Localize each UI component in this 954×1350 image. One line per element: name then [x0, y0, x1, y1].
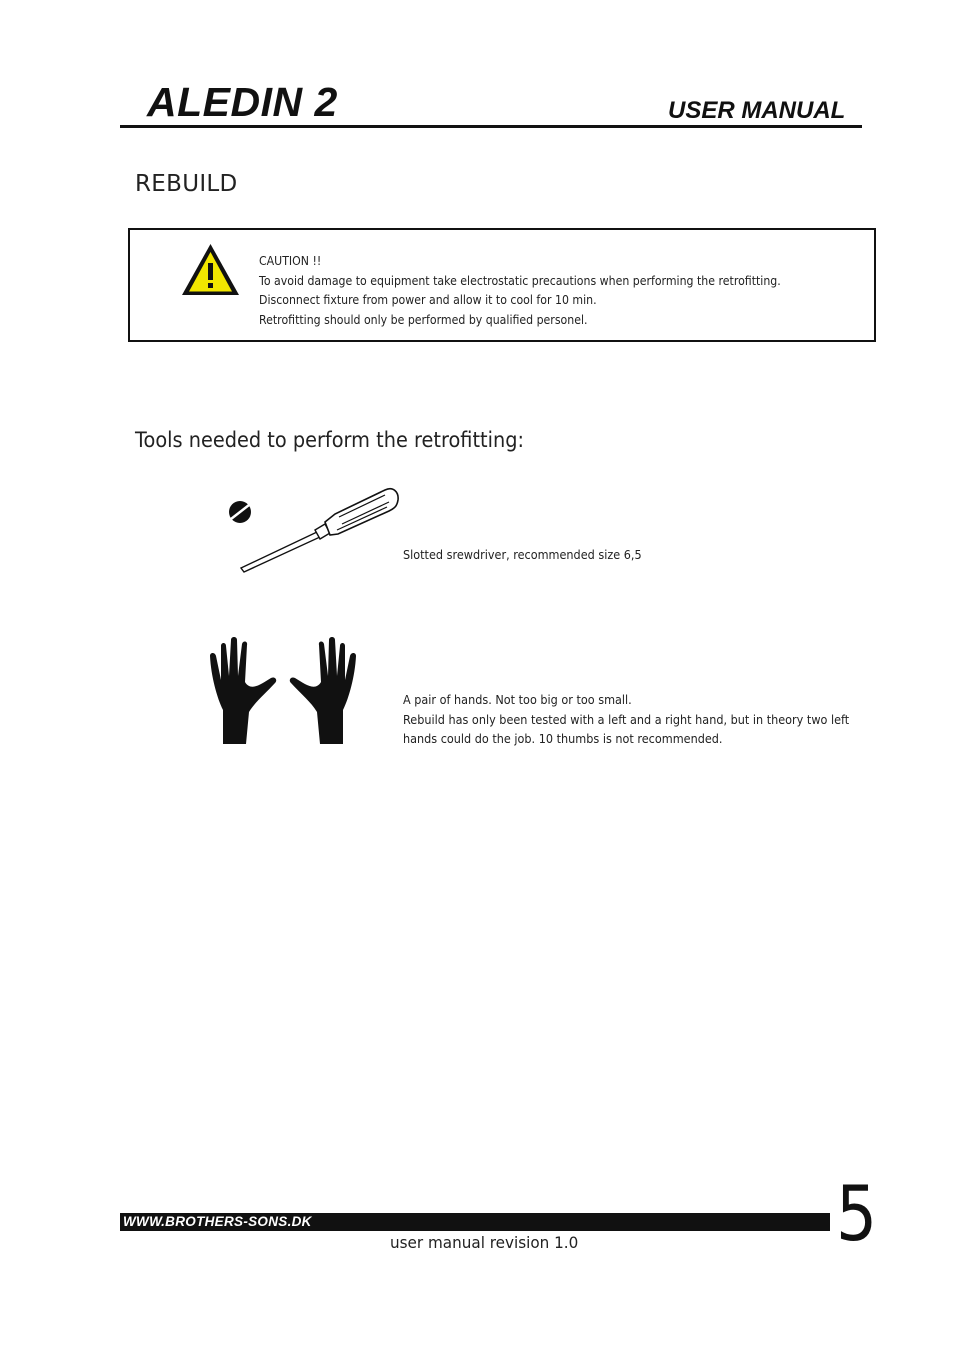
- caution-line: Disconnect fixture from power and allow it to cool for 10 min.: [259, 293, 597, 308]
- hands-caption-line: hands could do the job. 10 thumbs is not recommended.: [403, 731, 723, 747]
- manual-subtitle: USER MANUAL: [668, 97, 846, 124]
- tools-heading: Tools needed to perform the retrofitting:: [135, 428, 525, 452]
- caution-line: Retrofitting should only be performed by qualified personel.: [259, 313, 588, 328]
- header-rule: [120, 125, 862, 128]
- screwdriver-icon: [225, 484, 405, 576]
- hands-caption: [403, 690, 899, 749]
- manual-title: ALEDIN 2: [147, 79, 338, 125]
- hands-icon: [207, 636, 359, 746]
- warning-triangle-icon: [180, 242, 241, 297]
- revision-text: user manual revision 1.0: [390, 1233, 579, 1252]
- hands-caption-line: A pair of hands. Not too big or too small.: [403, 692, 632, 707]
- footer-url[interactable]: WWW.BROTHERS-SONS.DK: [123, 1214, 312, 1229]
- caution-text: [259, 252, 839, 331]
- caution-line: To avoid damage to equipment take electrostatic precautions when performing the retrofitting.: [259, 273, 781, 288]
- hands-caption-line: Rebuild has only been tested with a left and a right hand, but in theory two left: [403, 711, 850, 727]
- section-heading: REBUILD: [135, 171, 238, 197]
- caution-line: CAUTION !!: [259, 254, 322, 268]
- page-number: 5: [836, 1169, 878, 1258]
- screwdriver-caption: Slotted srewdriver, recommended size 6,5: [403, 547, 642, 562]
